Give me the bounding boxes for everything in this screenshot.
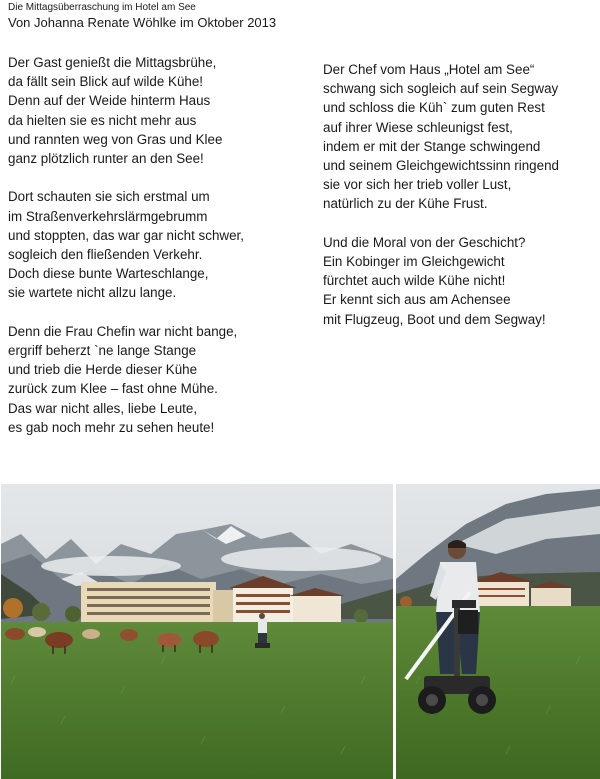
- stanza: [8, 322, 308, 437]
- verse-line: und seinem Gleichgewichtssinn ringend: [323, 158, 559, 174]
- verse-line: da hielten sie es nicht mehr aus: [8, 112, 197, 128]
- verse-line: im Straßenverkehrslärmgebrumm: [8, 208, 208, 224]
- stanza: [323, 60, 593, 214]
- verse-line: Ein Kobinger im Gleichgewicht: [323, 254, 505, 270]
- verse-line: Doch diese bunte Warteschlange,: [8, 266, 209, 282]
- verse-line: sie vor sich her trieb voller Lust,: [323, 177, 512, 193]
- verse-line: sogleich den fließenden Verkehr.: [8, 247, 203, 263]
- verse-line: mit Flugzeug, Boot und dem Segway!: [323, 311, 546, 327]
- verse-line: Und die Moral von der Geschicht?: [323, 234, 526, 250]
- stanza: [8, 53, 308, 168]
- verse-line: und schloss die Küh` zum guten Rest: [323, 100, 545, 116]
- verse-line: schwang sich sogleich auf sein Segway: [323, 81, 559, 97]
- verse-line: Dort schauten sie sich erstmal um: [8, 189, 210, 205]
- verse-line: auf ihrer Wiese schleunigst fest,: [323, 119, 513, 135]
- verse-line: sie wartete nicht allzu lange.: [8, 285, 177, 301]
- verse-line: und rannten weg von Gras und Klee: [8, 131, 223, 147]
- verse-line: Der Gast genießt die Mittagsbrühe,: [8, 55, 217, 70]
- poem-left-column: [8, 53, 308, 437]
- photo-man-on-segway: [396, 484, 600, 779]
- photo-man-on-segway-drawing: [396, 484, 600, 779]
- verse-line: zurück zum Klee – fast ohne Mühe.: [8, 381, 218, 397]
- verse-line: Das war nicht alles, liebe Leute,: [8, 400, 198, 416]
- poem-title: Die Mittagsüberraschung im Hotel am See: [8, 2, 196, 13]
- verse-line: fürchtet auch wilde Kühe nicht!: [323, 273, 506, 289]
- verse-line: natürlich zu der Kühe Frust.: [323, 196, 488, 212]
- verse-line: es gab noch mehr zu sehen heute!: [8, 419, 215, 435]
- verse-line: indem er mit der Stange schwingend: [323, 138, 541, 154]
- photo-cows-meadow-hotel-drawing: [1, 484, 393, 779]
- poem-right-column: [323, 60, 593, 329]
- verse-line: Denn die Frau Chefin war nicht bange,: [8, 323, 238, 339]
- stanza: [323, 233, 593, 329]
- verse-line: ganz plötzlich runter an den See!: [8, 151, 204, 167]
- verse-line: ergriff beherzt `ne lange Stange: [8, 343, 197, 359]
- verse-line: Denn auf der Weide hinterm Haus: [8, 93, 211, 109]
- verse-line: Er kennt sich aus am Achensee: [323, 292, 511, 308]
- verse-line: Der Chef vom Haus „Hotel am See“: [323, 62, 535, 77]
- poem-author-line: Von Johanna Renate Wöhlke im Oktober 2013: [8, 15, 277, 30]
- verse-line: und stoppten, das war gar nicht schwer,: [8, 227, 244, 243]
- photo-cows-meadow-hotel: [1, 484, 393, 779]
- stanza: [8, 187, 308, 302]
- verse-line: und trieb die Herde dieser Kühe: [8, 362, 198, 378]
- verse-line: da fällt sein Blick auf wilde Kühe!: [8, 74, 204, 90]
